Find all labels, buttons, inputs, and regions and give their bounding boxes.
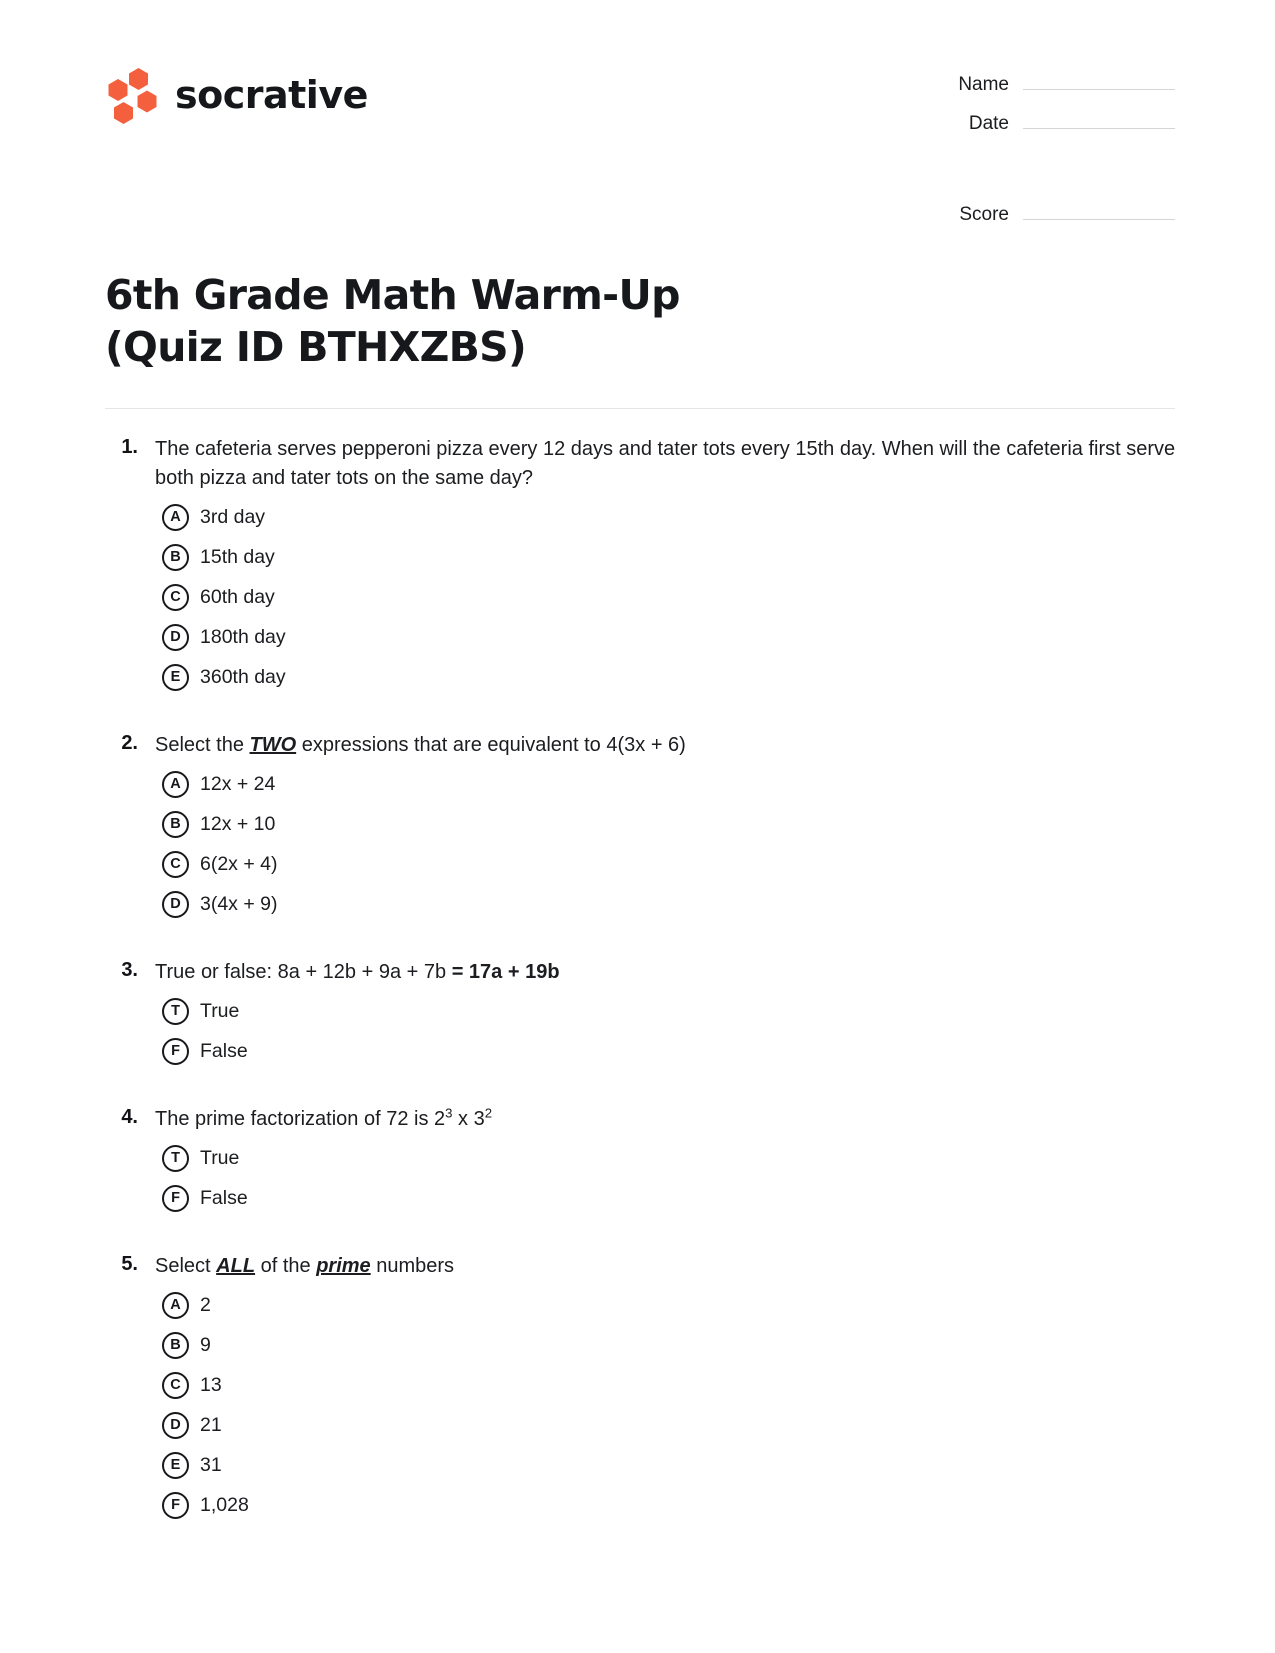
answer-option[interactable] <box>105 811 1185 838</box>
question-text-part: TWO <box>249 733 297 756</box>
answer-option[interactable] <box>105 1332 1185 1359</box>
answer-option-label: 15th day <box>200 545 275 568</box>
student-meta-fields <box>935 70 1175 239</box>
answer-bubble[interactable]: T <box>162 1145 189 1172</box>
answer-bubble[interactable]: D <box>162 891 189 918</box>
answer-option-label: 31 <box>200 1453 222 1476</box>
question-text-part: numbers <box>370 1254 455 1277</box>
answer-options <box>105 504 1185 691</box>
answer-option-label: 12x + 24 <box>200 772 276 795</box>
question-item <box>105 958 1185 1065</box>
question-number: 1. <box>121 435 138 458</box>
answer-option-label: 3rd day <box>200 505 266 528</box>
question-item <box>105 731 1185 918</box>
answer-option[interactable] <box>105 584 1185 611</box>
question-header <box>105 1252 1185 1281</box>
answer-option-label: 21 <box>200 1413 222 1436</box>
question-number: 4. <box>121 1105 138 1128</box>
questions-list <box>0 409 1275 1519</box>
answer-bubble[interactable]: C <box>162 851 189 878</box>
answer-bubble[interactable]: E <box>162 1452 189 1479</box>
answer-option-label: 360th day <box>200 665 286 688</box>
question-header <box>105 958 1185 987</box>
question-text-part: The prime factorization of 72 is 2 <box>155 1107 446 1130</box>
answer-option[interactable] <box>105 1492 1185 1519</box>
question-text <box>148 958 560 987</box>
question-text-part: ALL <box>216 1254 256 1277</box>
date-field-row <box>935 109 1175 135</box>
question-item <box>105 1105 1185 1212</box>
answer-option[interactable] <box>105 1292 1185 1319</box>
answer-option[interactable] <box>105 771 1185 798</box>
answer-bubble[interactable]: C <box>162 584 189 611</box>
question-header <box>105 731 1185 760</box>
date-label: Date <box>968 113 1009 134</box>
answer-option-label: 12x + 10 <box>200 812 276 835</box>
page-header <box>0 0 1275 239</box>
answer-option-label: 9 <box>200 1333 211 1356</box>
answer-option[interactable] <box>105 851 1185 878</box>
score-field-row <box>935 200 1175 226</box>
socrative-logo <box>105 66 368 124</box>
answer-bubble[interactable]: D <box>162 624 189 651</box>
answer-option-label: 180th day <box>200 625 286 648</box>
question-number: 3. <box>121 958 138 981</box>
question-text-part: True or false: 8a + 12b + 9a + 7b <box>155 960 452 983</box>
question-number: 2. <box>121 731 138 754</box>
name-input-line[interactable] <box>1023 70 1175 90</box>
answer-bubble[interactable]: A <box>162 771 189 798</box>
question-text-part: Select <box>155 1254 217 1277</box>
answer-bubble[interactable]: A <box>162 504 189 531</box>
answer-option-label: 6(2x + 4) <box>200 852 278 875</box>
answer-options <box>105 1292 1185 1519</box>
date-input-line[interactable] <box>1023 109 1175 129</box>
answer-bubble[interactable]: F <box>162 1038 189 1065</box>
answer-option-label: False <box>200 1186 248 1209</box>
answer-option-label: False <box>200 1039 248 1062</box>
answer-bubble[interactable]: F <box>162 1185 189 1212</box>
title-block <box>0 269 860 374</box>
page-title: 6th Grade Math Warm-Up (Quiz ID BTHXZBS) <box>105 271 680 372</box>
question-text-part: 3 <box>445 1105 453 1121</box>
answer-option-label: 3(4x + 9) <box>200 892 278 915</box>
answer-option-label: 60th day <box>200 585 275 608</box>
answer-option-label: True <box>200 1146 240 1169</box>
name-label: Name <box>958 74 1009 95</box>
question-text <box>148 731 686 760</box>
answer-bubble[interactable]: F <box>162 1492 189 1519</box>
question-text-part: expressions that are equivalent to 4(3x + 6) <box>296 733 686 756</box>
question-text <box>148 435 1185 493</box>
question-text-part: Select the <box>155 733 250 756</box>
answer-option-label: 2 <box>200 1293 211 1316</box>
question-text <box>148 1252 454 1281</box>
answer-option[interactable] <box>105 1145 1185 1172</box>
answer-option[interactable] <box>105 504 1185 531</box>
answer-options <box>105 771 1185 918</box>
question-header <box>105 435 1185 493</box>
question-text-part: The cafeteria serves pepperoni pizza every 12 days and tater tots every 15th day. When will the cafeteria first serve both pizza and tater tots on the same day? <box>155 437 1176 489</box>
brand-wordmark: socrative <box>175 73 368 117</box>
answer-bubble[interactable]: D <box>162 1412 189 1439</box>
question-text-part: 2 <box>484 1105 493 1121</box>
answer-option[interactable] <box>105 664 1185 691</box>
answer-bubble[interactable]: B <box>162 1332 189 1359</box>
question-text-part: = 17a + 19b <box>451 960 560 983</box>
answer-bubble[interactable]: A <box>162 1292 189 1319</box>
answer-option[interactable] <box>105 544 1185 571</box>
question-item <box>105 1252 1185 1519</box>
answer-option-label: 1,028 <box>200 1493 249 1516</box>
answer-bubble[interactable]: E <box>162 664 189 691</box>
answer-option[interactable] <box>105 891 1185 918</box>
answer-option-label: True <box>200 999 240 1022</box>
answer-option[interactable] <box>105 1452 1185 1479</box>
question-item <box>105 435 1185 691</box>
question-header <box>105 1105 1185 1134</box>
answer-options <box>105 998 1185 1065</box>
answer-option[interactable] <box>105 1038 1185 1065</box>
score-input-line[interactable] <box>1023 200 1175 220</box>
answer-bubble[interactable]: B <box>162 544 189 571</box>
name-field-row <box>935 70 1175 96</box>
question-text <box>148 1105 492 1134</box>
hexagon-cluster-icon <box>105 66 161 124</box>
question-text-part: prime <box>316 1254 371 1277</box>
answer-option[interactable] <box>105 998 1185 1025</box>
question-number: 5. <box>121 1252 138 1275</box>
answer-options <box>105 1145 1185 1212</box>
answer-option-label: 13 <box>200 1373 222 1396</box>
answer-option[interactable] <box>105 1185 1185 1212</box>
answer-option[interactable] <box>105 624 1185 651</box>
question-text-part: of the <box>255 1254 317 1277</box>
answer-bubble[interactable]: C <box>162 1372 189 1399</box>
score-label: Score <box>959 204 1009 225</box>
answer-bubble[interactable]: T <box>162 998 189 1025</box>
answer-bubble[interactable]: B <box>162 811 189 838</box>
answer-option[interactable] <box>105 1412 1185 1439</box>
answer-option[interactable] <box>105 1372 1185 1399</box>
question-text-part: x 3 <box>452 1107 485 1130</box>
